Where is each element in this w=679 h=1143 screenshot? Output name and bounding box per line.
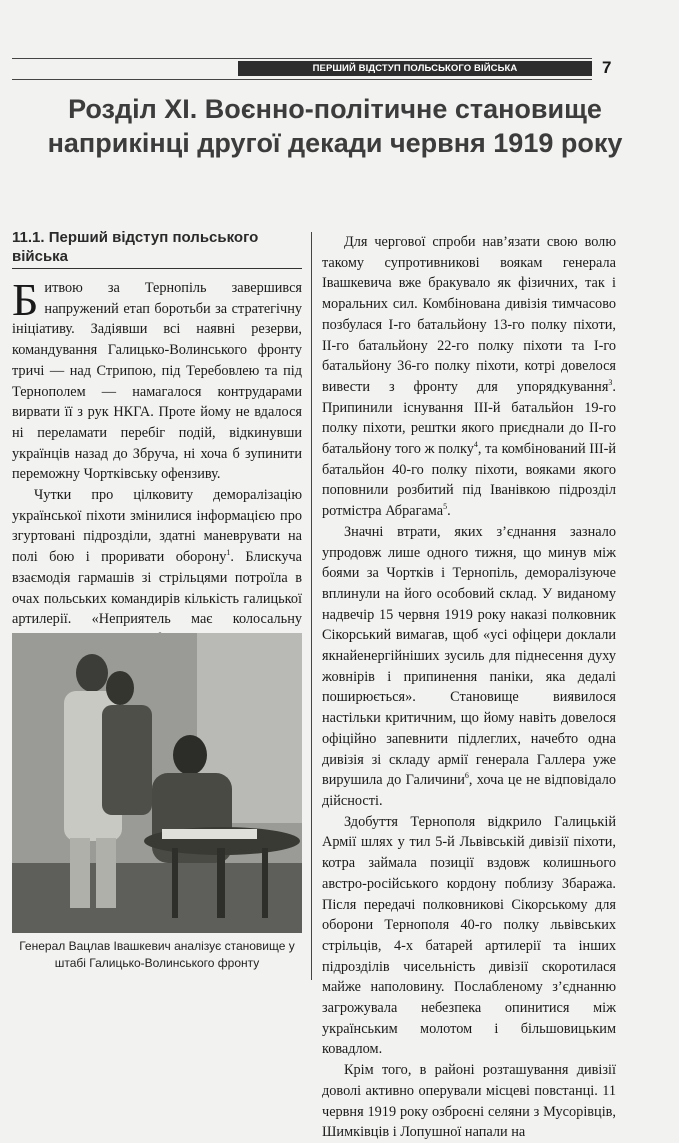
paragraph: [12, 274, 302, 485]
chapter-title-line-2: наприкінці другої декади червня 1919 року: [47, 128, 623, 158]
footnote-ref: 6: [464, 771, 469, 781]
paragraph: Крім того, в районі розташування дивізії доволі активно оперували місцеві повстанці. 11 червня 1919 року озброєні селяни з Мусорівців, Шимківців і Лопушної напали на: [322, 1062, 616, 1141]
right-column: [322, 232, 616, 1143]
chapter-title-line-1: Розділ XI. Воєнно-політичне становище: [68, 94, 602, 124]
paragraph: [322, 232, 616, 522]
footnote-ref: 1: [226, 548, 231, 558]
drop-cap: Б: [12, 274, 39, 325]
paragraph-text: Значні втрати, яких з’єднання зазнало упродовж лише одного тижня, що минув між боями за Чортків і Тернопіль, деморалізуюче вплинули на його особовий склад. У виданому надвечір 15 червня 1919 року наказі полковник Сікорський вимагав, щоб «усі офіцери доклали якнайенергійніших зусиль для піднесення духу жовнірів і припинення паніки, яка дедалі поширюється». Становище виявилося настільки критичним, що йому навіть довелося офіційно запевнити підлеглих, начебто одна дивізія зі складу армії генерала Галлера уже вирушила до Галичини: [322, 523, 616, 789]
paragraph-text: Для чергової спроби нав’язати свою волю такому супротивникові воякам генерала Івашкевича вже бракувало як фізичних, так і моральних сил. Комбінована дивізія тимчасово позбулася I-го батальйону 13-го полку піхоти, II-го батальйону 22-го полку піхоти та I-го батальйону 36-го полку піхоти, котрі довелося вивести з фронту для упорядкування: [322, 234, 616, 395]
footnote-ref: 3: [608, 378, 613, 388]
paragraph: [322, 522, 616, 812]
paragraph-text: итвою за Тернопіль завершився напружений етап боротьби за стратегічну ініціативу. Задіявши всі наявні резерви, командування Галицько-Волинського фронту тричі — над Стрипою, під Теребовлею та під Тернополем — намагалося контрударами вирвати її з рук НКГА. Проте йому не вдалося ні переламати перебіг подій, відкинувши українців назад до Збруча, ні хоча б зупинити переможну Чортківську офензиву.: [12, 280, 302, 483]
chapter-title: [30, 92, 640, 160]
paragraph-text: , хоча це не відповідало дійсності.: [322, 772, 616, 809]
page-number: 7: [602, 58, 612, 77]
paragraph-text: . Припинили існування III-й батальйон 19-го полку піхоти, рештки якого приєднали до II-го батальйону того ж полку: [322, 378, 616, 458]
paragraph-text: . Блискуча взаємодія гармашів зі стрільцями потроїла в очах польських командирів кількість галицької артилерії. «Неприятель має колосальну: [12, 549, 302, 628]
running-title: ПЕРШИЙ ВІДСТУП ПОЛЬСЬКОГО ВІЙСЬКА: [238, 61, 592, 76]
section-title-rule: [12, 268, 302, 269]
photo-caption: Генерал Вацлав Івашкевич аналізує становище у штабі Галицько-Волинського фронту: [19, 939, 295, 970]
column-divider: [311, 232, 312, 980]
footnote-ref: 5: [443, 502, 448, 512]
left-column: [12, 274, 302, 692]
photo-illustration: [12, 633, 302, 933]
paragraph-text: Чутки про цілковиту деморалізацію української піхоти змінилися інформацією про згуртовані підрозділи, здатні маневрувати на полі бою і проривати оборону: [12, 487, 302, 566]
paragraph-text: , та комбінований III-й батальйон 40-го полку піхоти, вояками якого поповнили розбитий під Іванівкою підрозділ ротмістра Абрагама: [322, 441, 616, 520]
paragraph: Здобуття Тернополя відкрило Галицькій Армії шлях у тил 5-й Львівській дивізії піхоти, котра займала позиції вздовж колишнього австро-російського кордону поблизу Збаража. Після передачі полковникові Сікорському для оборони Тернополя 40-го полку львівських стрільців, 4-х батарей артилерії та інших підрозділів чисельність дивізії скоротилася майже наполовину. Послабленому з’єднанню загрожувала небезпека опинитися між українським молотом і більшовицьким ковадлом.: [322, 813, 616, 1058]
paragraph-text: .: [447, 503, 451, 520]
historical-photo: [12, 633, 302, 933]
footnote-ref: 4: [473, 440, 478, 450]
section-title: 11.1. Перший відступ польського війська: [12, 229, 259, 265]
